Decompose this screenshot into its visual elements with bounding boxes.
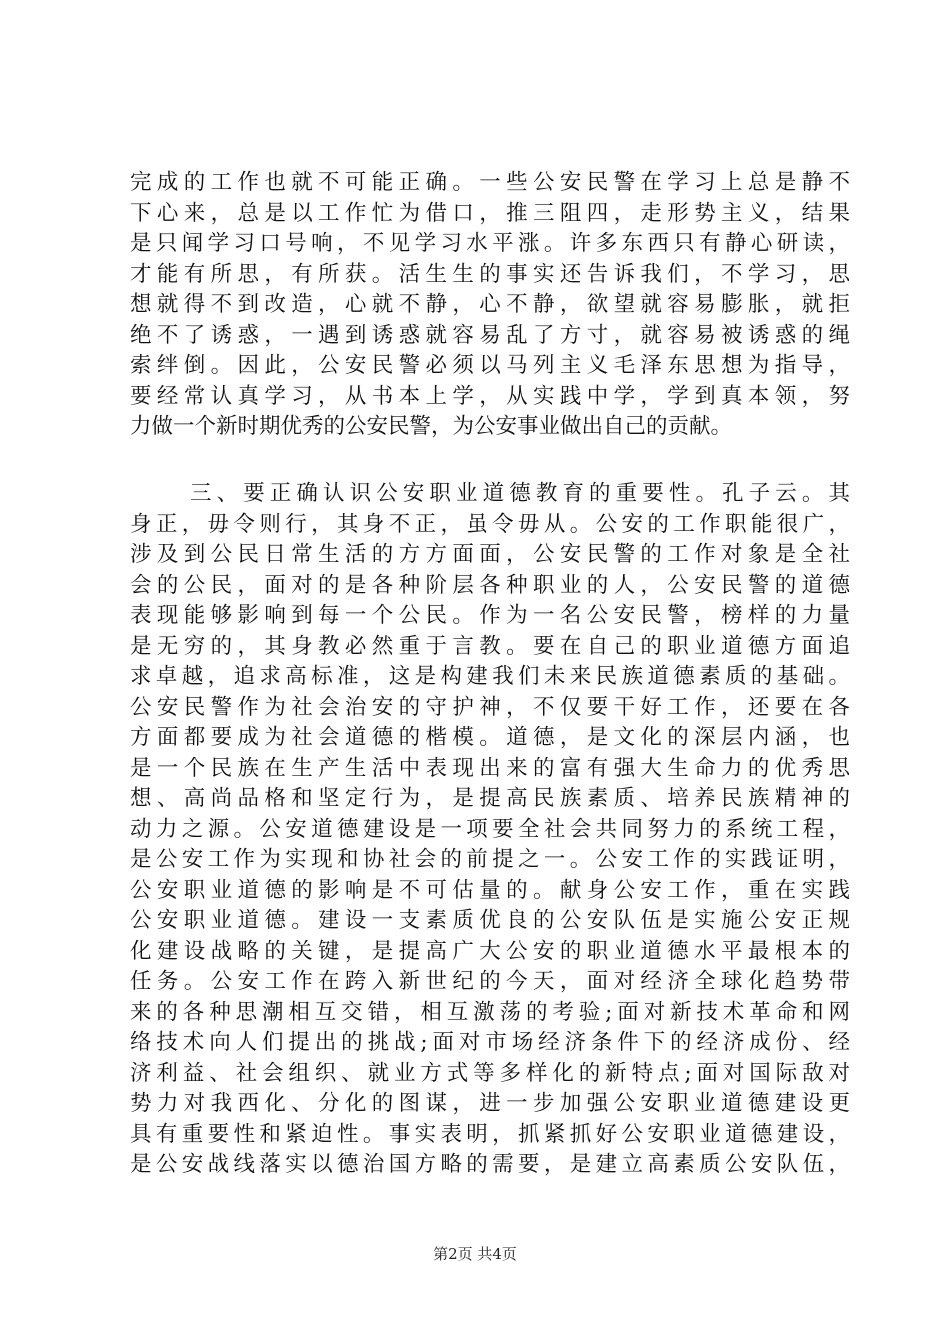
text-line: 绝不了诱惑，一遇到诱惑就容易乱了方寸，就容易被诱惑的绳 [130,322,850,348]
text-line: 是只闻学习口号响，不见学习水平涨。许多东西只有静心研读， [130,231,850,256]
text-line: 方面都要成为社会道德的楷模。道德，是文化的深层内涵，也 [130,725,850,750]
text-line: 是无穷的，其身教必然重于言教。要在自己的职业道德方面追 [130,633,850,659]
text-line: 公安职业道德的影响是不可估量的。献身公安工作，重在实践 [130,877,850,903]
text-line: 身正，毋令则行，其身不正，虽令毋从。公安的工作职能很广， [130,511,850,537]
page-footer: 第2页 共4页 [433,1245,517,1263]
paragraph-1 [130,168,850,443]
text-line: 公安民警作为社会治安的守护神，不仅要干好工作，还要在各 [130,694,850,720]
text-line: 要经常认真学习，从书本上学，从实践中学，学到真本领，努 [130,383,850,409]
text-line: 涉及到公民日常生活的方方面面，公安民警的工作对象是全社 [130,542,850,567]
text-line: 是一个民族在生产生活中表现出来的富有强大生命力的优秀思 [130,755,850,781]
text-line: 济利益、社会组织、就业方式等多样化的新特点;面对国际敌对 [130,1060,850,1086]
text-line: 求卓越，追求高标准，这是构建我们未来民族道德素质的基础。 [130,664,850,689]
paragraph-2 [130,479,850,1181]
text-line: 公安职业道德。建设一支素质优良的公安队伍是实施公安正规 [130,908,850,933]
text-line: 索绊倒。因此，公安民警必须以马列主义毛泽东思想为指导， [130,353,850,378]
text-line: 具有重要性和紧迫性。事实表明，抓紧抓好公安职业道德建设， [130,1121,850,1147]
text-line: 才能有所思，有所获。活生生的事实还告诉我们，不学习，思 [130,261,850,287]
text-line: 是公安战线落实以德治国方略的需要，是建立高素质公安队伍， [130,1152,850,1177]
text-line: 力做一个新时期优秀的公安民警，为公安事业做出自己的贡献。 [130,414,733,439]
text-line: 络技术向人们提出的挑战;面对市场经济条件下的经济成份、经 [130,1030,850,1055]
text-line: 是公安工作为实现和协社会的前提之一。公安工作的实践证明， [130,847,850,872]
text-line: 会的公民，面对的是各种阶层各种职业的人，公安民警的道德 [130,572,850,598]
text-line: 想、高尚品格和坚定行为，是提高民族素质、培养民族精神的 [130,786,850,811]
text-line: 三、要正确认识公安职业道德教育的重要性。孔子云。其 [190,481,850,506]
text-line: 来的各种思潮相互交错，相互激荡的考验;面对新技术革命和网 [130,999,850,1025]
text-line: 化建设战略的关键，是提高广大公安的职业道德水平最根本的 [130,938,850,964]
text-line: 想就得不到改造，心就不静，心不静，欲望就容易膨胀，就拒 [130,292,850,317]
text-line: 势力对我西化、分化的图谋，进一步加强公安职业道德建设更 [130,1091,850,1116]
text-line: 下心来，总是以工作忙为借口，推三阻四，走形势主义，结果 [130,200,850,226]
text-line: 动力之源。公安道德建设是一项要全社会共同努力的系统工程， [130,816,850,842]
text-line: 表现能够影响到每一个公民。作为一名公安民警，榜样的力量 [130,603,850,628]
text-line: 任务。公安工作在跨入新世纪的今天，面对经济全球化趋势带 [130,969,850,994]
text-line: 完成的工作也就不可能正确。一些公安民警在学习上总是静不 [130,170,850,195]
